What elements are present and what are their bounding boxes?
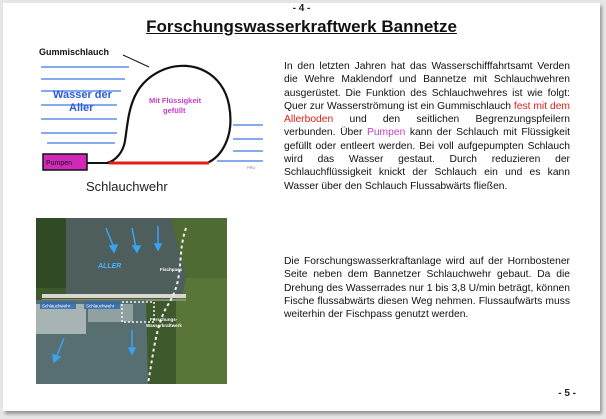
diagram-caption: Schlauchwehr <box>86 179 168 194</box>
fluid-label-line1: Mit Flüssigkeit <box>149 96 202 105</box>
text-part-3: kann der Schlauch mit Flüssigkeit gefüllt oder entleert werden. Bei voll aufgepumpten Schlauch wird das Wasser gestaut. Durch reduzieren der Schlauchflüssigkeit knickt der Schlauch ein und es kann Wasser über den Schlauch Flussabwärts fließen. <box>284 127 570 192</box>
fluid-label-line2: gefüllt <box>163 106 186 115</box>
hose-label: Gummischlauch <box>39 47 110 57</box>
page-number-top: - 4 - <box>292 3 311 14</box>
page <box>3 3 600 411</box>
description-weir <box>284 60 570 193</box>
photo-weir-label-2: Schlauchwehr <box>86 303 115 309</box>
hose-leader-line <box>123 55 149 67</box>
diagram-corner-label: PRU <box>247 165 256 170</box>
photo-plant-label-line2: Wasserkraftwerk <box>146 323 182 328</box>
text-part-2: und den seitlichen Begrenzungspfeilern verbunden. Über <box>284 114 570 139</box>
water-label-line1: Wasser der <box>53 89 112 101</box>
photo-river-label: ALLER <box>98 263 122 270</box>
water-label-line2: Aller <box>69 102 94 114</box>
page-title: Forschungswasserkraftwerk Bannetze <box>146 17 457 36</box>
aerial-photo <box>36 218 227 384</box>
description-plant: Die Forschungswasserkraftanlage wird auf der Hornbostener Seite neben dem Bannetzer Schlauchwehr gebaut. Da die Drehung des Wasserrades nur 1 bis 3,8 U/min beträgt, können Fische flussabwärts diesen Weg nehmen. Flussaufwärts muss weiterhin der Fischpass genutzt werden. <box>284 256 570 321</box>
text-part-1: In den letzten Jahren hat das Wasserschifffahrtsamt Verden die Wehre Maklendorf und Bannetze mit Schlauchwehren ausgerüstet. Die Funktion des Schlauchwehres ist wie folgt: Quer zur Wasserströmung ist ein Gummischlauch <box>284 61 570 112</box>
photo-fishpass-label: Fischpass <box>160 267 183 272</box>
photo-plant-label-line1: Forschungs- <box>150 317 178 322</box>
page-number-bottom: - 5 - <box>558 388 576 399</box>
highlight-riverbed: fest mit dem Allerboden <box>284 100 571 126</box>
photo-weir-label-1: Schlauchwehr <box>42 303 71 309</box>
pump-label: Pumpen <box>46 160 73 167</box>
weir-diagram <box>37 43 265 179</box>
highlight-pumps: Pumpen <box>366 127 406 139</box>
